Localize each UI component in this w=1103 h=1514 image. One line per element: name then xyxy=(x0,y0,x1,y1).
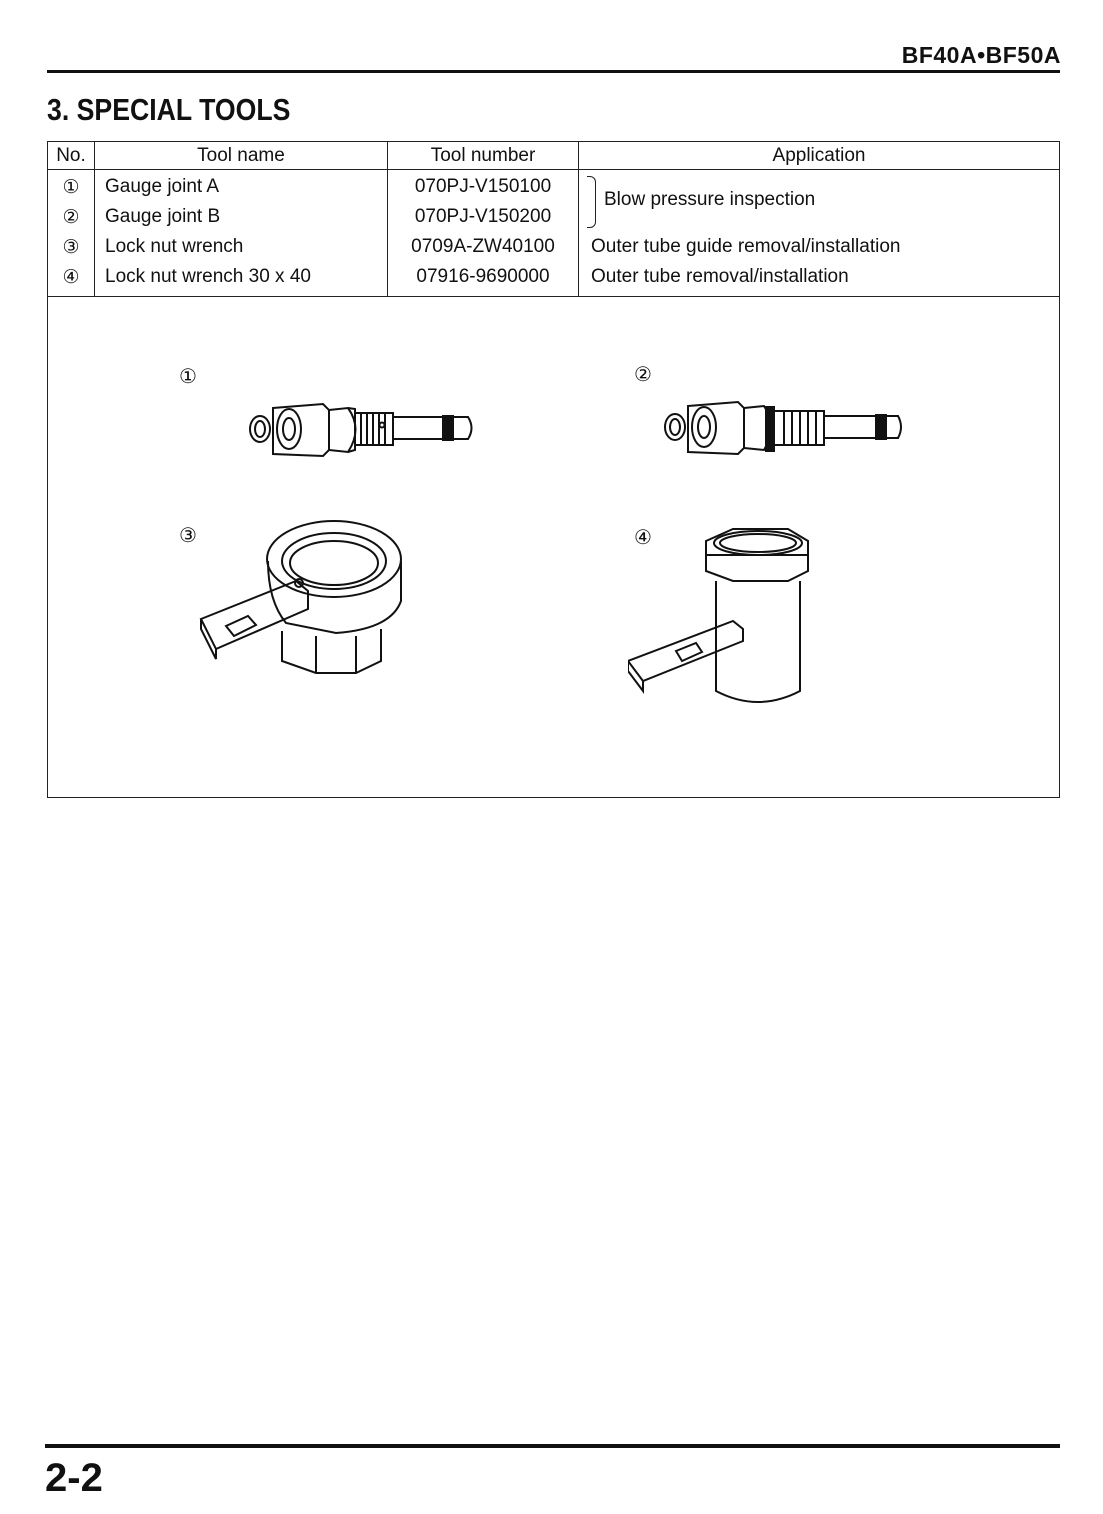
header-tool-number: Tool number xyxy=(388,142,579,170)
row-tool-name: Gauge joint B xyxy=(95,202,388,232)
gauge-joint-a-icon xyxy=(243,396,493,476)
header-no: No. xyxy=(48,142,95,170)
table-row xyxy=(48,262,1060,297)
table-header-row xyxy=(48,142,1060,170)
section-title: 3. SPECIAL TOOLS xyxy=(47,92,291,127)
row-tool-name: Gauge joint A xyxy=(95,170,388,203)
table-row xyxy=(48,232,1060,262)
figure-label-3: ③ xyxy=(179,523,197,547)
row-tool-number: 07916-9690000 xyxy=(388,262,579,297)
page-number: 2-2 xyxy=(45,1456,103,1500)
header-rule xyxy=(47,70,1060,73)
row-tool-name: Lock nut wrench xyxy=(95,232,388,262)
special-tools-table xyxy=(47,141,1060,297)
row-tool-name: Lock nut wrench 30 x 40 xyxy=(95,262,388,297)
row-no: ② xyxy=(48,202,95,232)
row-application: Outer tube guide removal/installation xyxy=(579,232,1060,262)
grouped-application: Blow pressure inspection xyxy=(604,189,816,210)
grouped-application-cell xyxy=(579,170,1060,233)
row-tool-number: 0709A-ZW40100 xyxy=(388,232,579,262)
brace-icon xyxy=(587,176,596,228)
table-row xyxy=(48,170,1060,203)
figure-label-2: ② xyxy=(634,362,652,386)
row-no: ④ xyxy=(48,262,95,297)
row-no: ① xyxy=(48,170,95,203)
lock-nut-wrench-30x40-icon xyxy=(628,521,848,711)
row-application: Outer tube removal/installation xyxy=(579,262,1060,297)
row-tool-number: 070PJ-V150100 xyxy=(388,170,579,203)
header-tool-name: Tool name xyxy=(95,142,388,170)
figure-label-1: ① xyxy=(179,364,197,388)
header-application: Application xyxy=(579,142,1060,170)
illustration-panel xyxy=(47,296,1060,798)
model-header: BF40A•BF50A xyxy=(901,42,1061,68)
row-tool-number: 070PJ-V150200 xyxy=(388,202,579,232)
footer-rule xyxy=(45,1444,1060,1448)
row-no: ③ xyxy=(48,232,95,262)
gauge-joint-b-icon xyxy=(658,396,908,476)
figure-label-4: ④ xyxy=(634,525,652,549)
lock-nut-wrench-icon xyxy=(196,511,416,681)
